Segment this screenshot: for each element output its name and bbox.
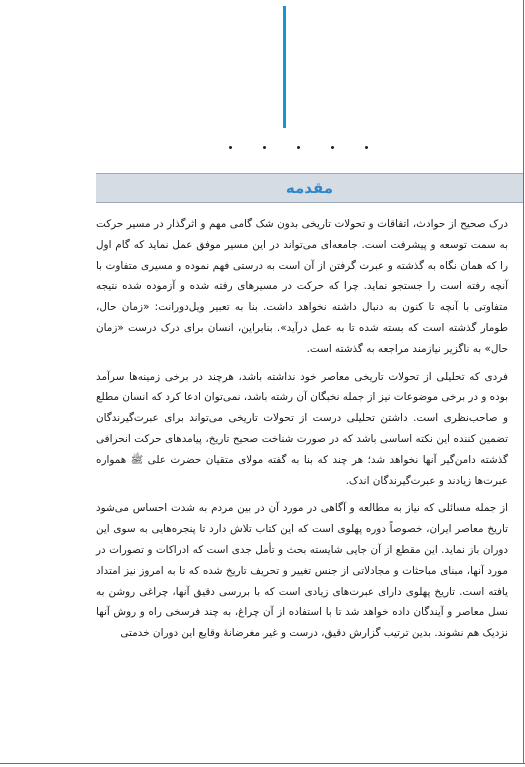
dot bbox=[297, 146, 300, 149]
paragraph: فردی که تحلیلی از تحولات تاریخی معاصر خود نداشته باشد، هرچند در برخی زمینه‌ها سرآمد بوده و در برخی موضوعات نیز از جمله نخبگان آن رشته باشد، نمی‌توان ادعا کرد که انسان مطلع و صاحب‌نظری است. داشتن تحلیلی درست از تحولات تاریخی می‌تواند برای عبرت‌گیرندگان تضمین کننده این نکته اساسی باشد که در صورت شناخت صحیح تاریخ، پیامدهای حرکت انحرافی گذشته دامن‌گیر آنها نخواهد شد؛ هر چند که بنا به گفته مولای متقیان حضرت علی ﷺ همواره عبرت‌ها زیادند و عبرت‌گیرندگان اندک. bbox=[96, 370, 508, 487]
dot bbox=[365, 146, 368, 149]
paragraph: درک صحیح از حوادث، اتفاقات و تحولات تاریخی بدون شک گامی مهم و اثرگذار در مسیر حرکت به سمت توسعه و پیشرفت است. جامعه‌ای می‌تواند در این مسیر موفق عمل نماید که گام اول را که همان نگاه به گذشته و عبرت گرفتن از آن است به درستی فهم نموده و مسیری متفاوت با آنچه رفته است را جستجو نماید. چرا که حرکت در مسیرهای رفته شده و آزموده شده نتیجه متفاوتی با آنچه تا کنون به دنبال داشته نخواهد داشت. بنا به تعبیر ویل‌دورانت: «زمان حال، طومار گذشته است که بسته شده تا به عمل درآید». بنابراین، انسان برای درک درست «زمان حال» به ناگزیر نیازمند مراجعه به گذشته است. bbox=[96, 218, 508, 355]
body-text bbox=[96, 214, 508, 651]
dot bbox=[263, 146, 266, 149]
page-border-bottom bbox=[0, 763, 525, 764]
paragraph: از جمله مسائلی که نیاز به مطالعه و آگاهی در مورد آن در بین مردم به شدت احساس می‌شود تاریخ معاصر ایران، خصوصاً دوره پهلوی است که این کتاب تلاش دارد تا پنجره‌هایی به سوی این دوران باز نماید. این مقطع از آن جایی شایسته بحث و تأمل جدی است که ادراکات و تصورات در مورد آنها، مبنای مباحثات و مجادلاتی از جنس تغییر و تحریف تاریخ شده که تا به امروز نیز امتداد یافته است. تاریخ پهلوی دارای عبرت‌های زیادی است که با بررسی دقیق آنها، چراغی روشن به نسل معاصر و آیندگان داده خواهد شد تا با استفاده از آن چراغ، به چند فرسخی راه و روش آنها نزدیک هم نشوند. بدین ترتیب گزارش دقیق، درست و غیر مغرضانهٔ وقایع این دوران خدمتی bbox=[96, 502, 508, 640]
decorative-accent-line bbox=[283, 6, 286, 128]
decorative-dots bbox=[229, 146, 368, 149]
dot bbox=[229, 146, 232, 149]
page-border-right bbox=[523, 0, 524, 763]
section-title: مقدمه bbox=[285, 179, 334, 197]
section-heading-bar bbox=[96, 173, 523, 203]
dot bbox=[331, 146, 334, 149]
